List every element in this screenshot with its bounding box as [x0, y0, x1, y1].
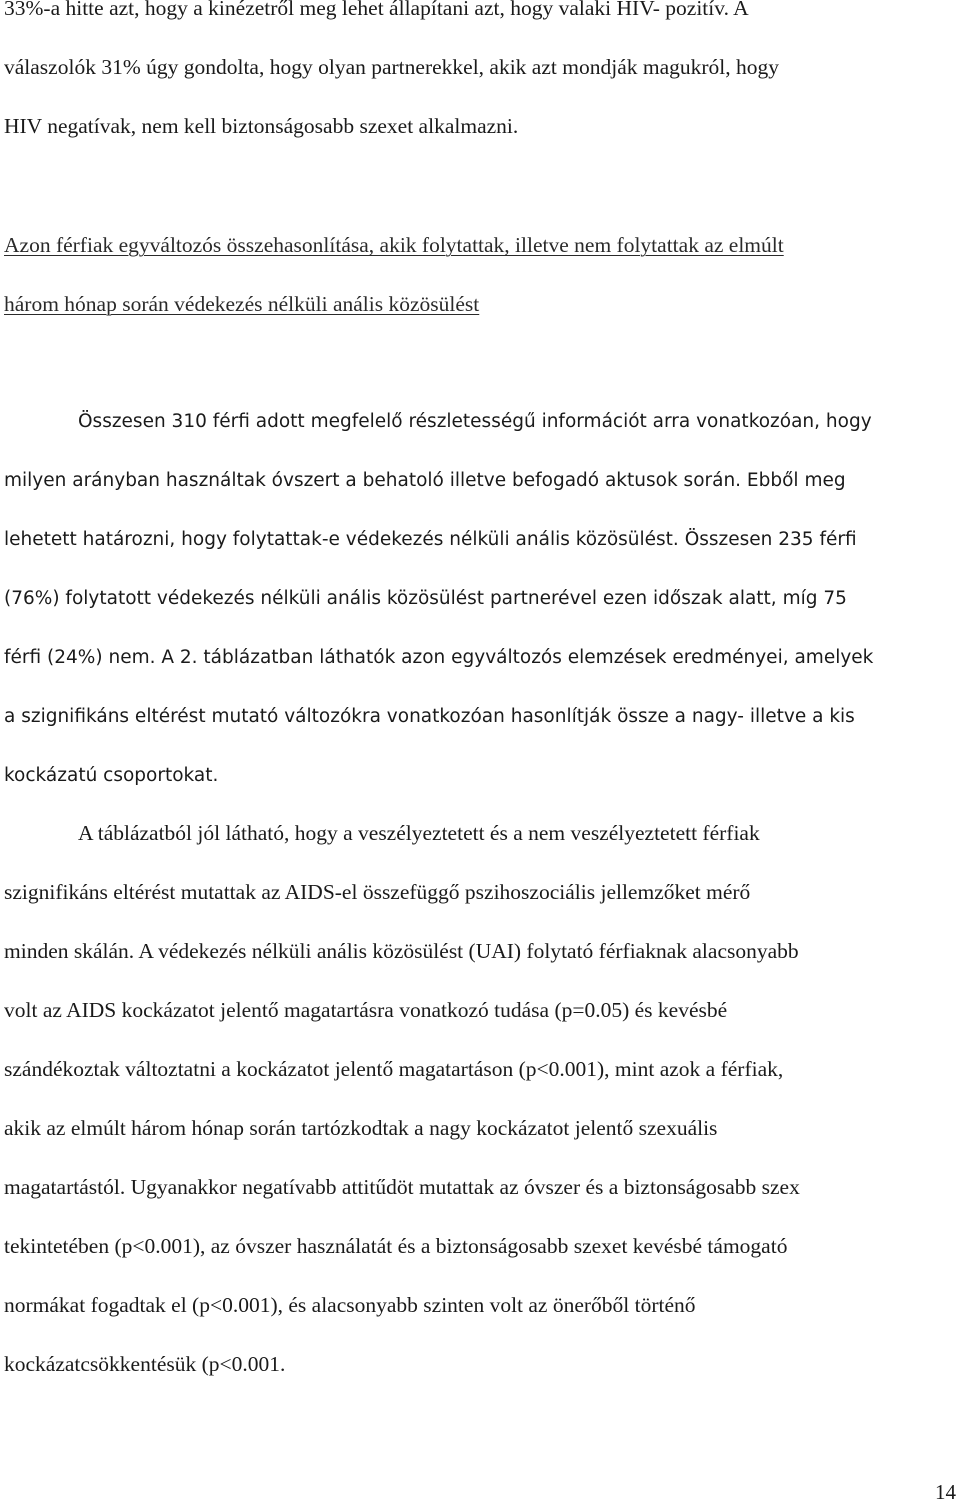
text-line: a szignifikáns eltérést mutató változókra vonatkozóan hasonlítják össze a nagy- illetve a kis: [4, 706, 855, 727]
text-line: kockázatcsökkentésük (p<0.001.: [4, 1352, 286, 1376]
page-number: 14: [935, 1480, 956, 1504]
text-line: szignifikáns eltérést mutattak az AIDS-el összefüggő pszihoszociális jellemzőket mérő: [4, 880, 751, 904]
text-line: válaszolók 31% úgy gondolta, hogy olyan partnerekkel, akik azt mondják magukról, hogy: [4, 55, 780, 79]
text-line: kockázatú csoportokat.: [4, 765, 219, 786]
text-line: szándékoztak változtatni a kockázatot jelentő magatartáson (p<0.001), mint azok a férfiak,: [4, 1057, 784, 1081]
text-line: akik az elmúlt három hónap során tartózkodtak a nagy kockázatot jelentő szexuális: [4, 1116, 718, 1140]
text-line: HIV negatívak, nem kell biztonságosabb szexet alkalmazni.: [4, 114, 519, 138]
text-line: normákat fogadtak el (p<0.001), és alacsonyabb szinten volt az önerőből történő: [4, 1293, 696, 1317]
text-line: minden skálán. A védekezés nélküli anális közösülést (UAI) folytató férfiaknak alacsonyabb: [4, 939, 799, 963]
text-line: férfi (24%) nem. A 2. táblázatban láthatók azon egyváltozós elemzések eredményei, amelyek: [4, 647, 874, 668]
text-line: milyen arányban használtak óvszert a behatoló illetve befogadó aktusok során. Ebből meg: [4, 470, 846, 491]
heading-line: Azon férfiak egyváltozós összehasonlítása, akik folytattak, illetve nem folytattak az elmúlt: [4, 233, 784, 257]
heading-line: három hónap során védekezés nélküli anális közösülést: [4, 292, 480, 316]
text-line: magatartástól. Ugyanakkor negatívabb attitűdöt mutattak az óvszer és a biztonságosabb szex: [4, 1175, 800, 1199]
text-line: Összesen 310 férfi adott megfelelő részletességű információt arra vonatkozóan, hogy: [78, 411, 872, 432]
text-line: tekintetében (p<0.001), az óvszer használatát és a biztonságosabb szexet kevésbé támogató: [4, 1234, 788, 1258]
text-line: (76%) folytatott védekezés nélküli anális közösülést partnerével ezen időszak alatt, míg 75: [4, 588, 847, 609]
text-line: volt az AIDS kockázatot jelentő magatartásra vonatkozó tudása (p=0.05) és kevésbé: [4, 998, 728, 1022]
text-line: A táblázatból jól látható, hogy a veszélyeztetett és a nem veszélyeztetett férfiak: [78, 821, 760, 845]
text-line: lehetett határozni, hogy folytattak-e védekezés nélküli anális közösülést. Összesen 235 férfi: [4, 529, 857, 550]
text-line: 33%-a hitte azt, hogy a kinézetről meg lehet állapítani azt, hogy valaki HIV- pozitív. A: [4, 0, 749, 20]
